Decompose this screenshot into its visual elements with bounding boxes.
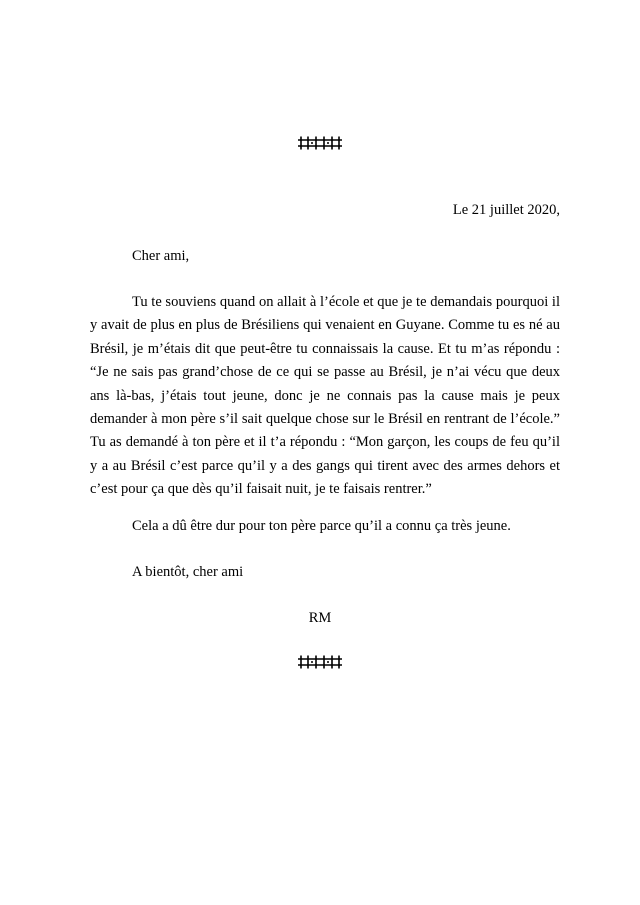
ornament-divider-top — [0, 136, 640, 150]
letter-salutation: Cher ami, — [132, 248, 190, 264]
letter-paragraph-main: Tu te souviens quand on allait à l’école et que je te demandais pourquoi il y avait de plus en plus de Brésiliens qui venaient en Guyane. Comme tu es né au Brésil, je m’étais dit que peut-être tu connaissais la cause. Et tu m’as répondu : “Je ne sais pas grand’chose de ce qui se passe au Brésil, je n’ai vécu que deux ans là-bas, j’étais tout jeune, donc je ne connais pas la cause mais je peux demander à mon père s’il sait quelque chose sur le Brésil en rentrant de l’école.” Tu as demandé à ton père et il t’a répondu : “Mon garçon, les coups de feu qu’il y a au Brésil c’est parce qu’il y a des gangs qui tirent avec des armes dehors et c’est pour ça que dès qu’il faisait nuit, je te faisais rentrer.” — [90, 294, 560, 498]
letter-closing: A bientôt, cher ami — [132, 564, 244, 580]
letter-date: Le 21 juillet 2020, — [452, 202, 560, 218]
ornament-divider-bottom — [0, 655, 640, 669]
letter-signature: RM — [308, 610, 332, 626]
letter-paragraph-second: Cela a dû être dur pour ton père parce qu’il a connu ça très jeune. — [132, 518, 511, 534]
decorative-divider-icon — [297, 655, 343, 669]
decorative-divider-icon — [297, 136, 343, 150]
